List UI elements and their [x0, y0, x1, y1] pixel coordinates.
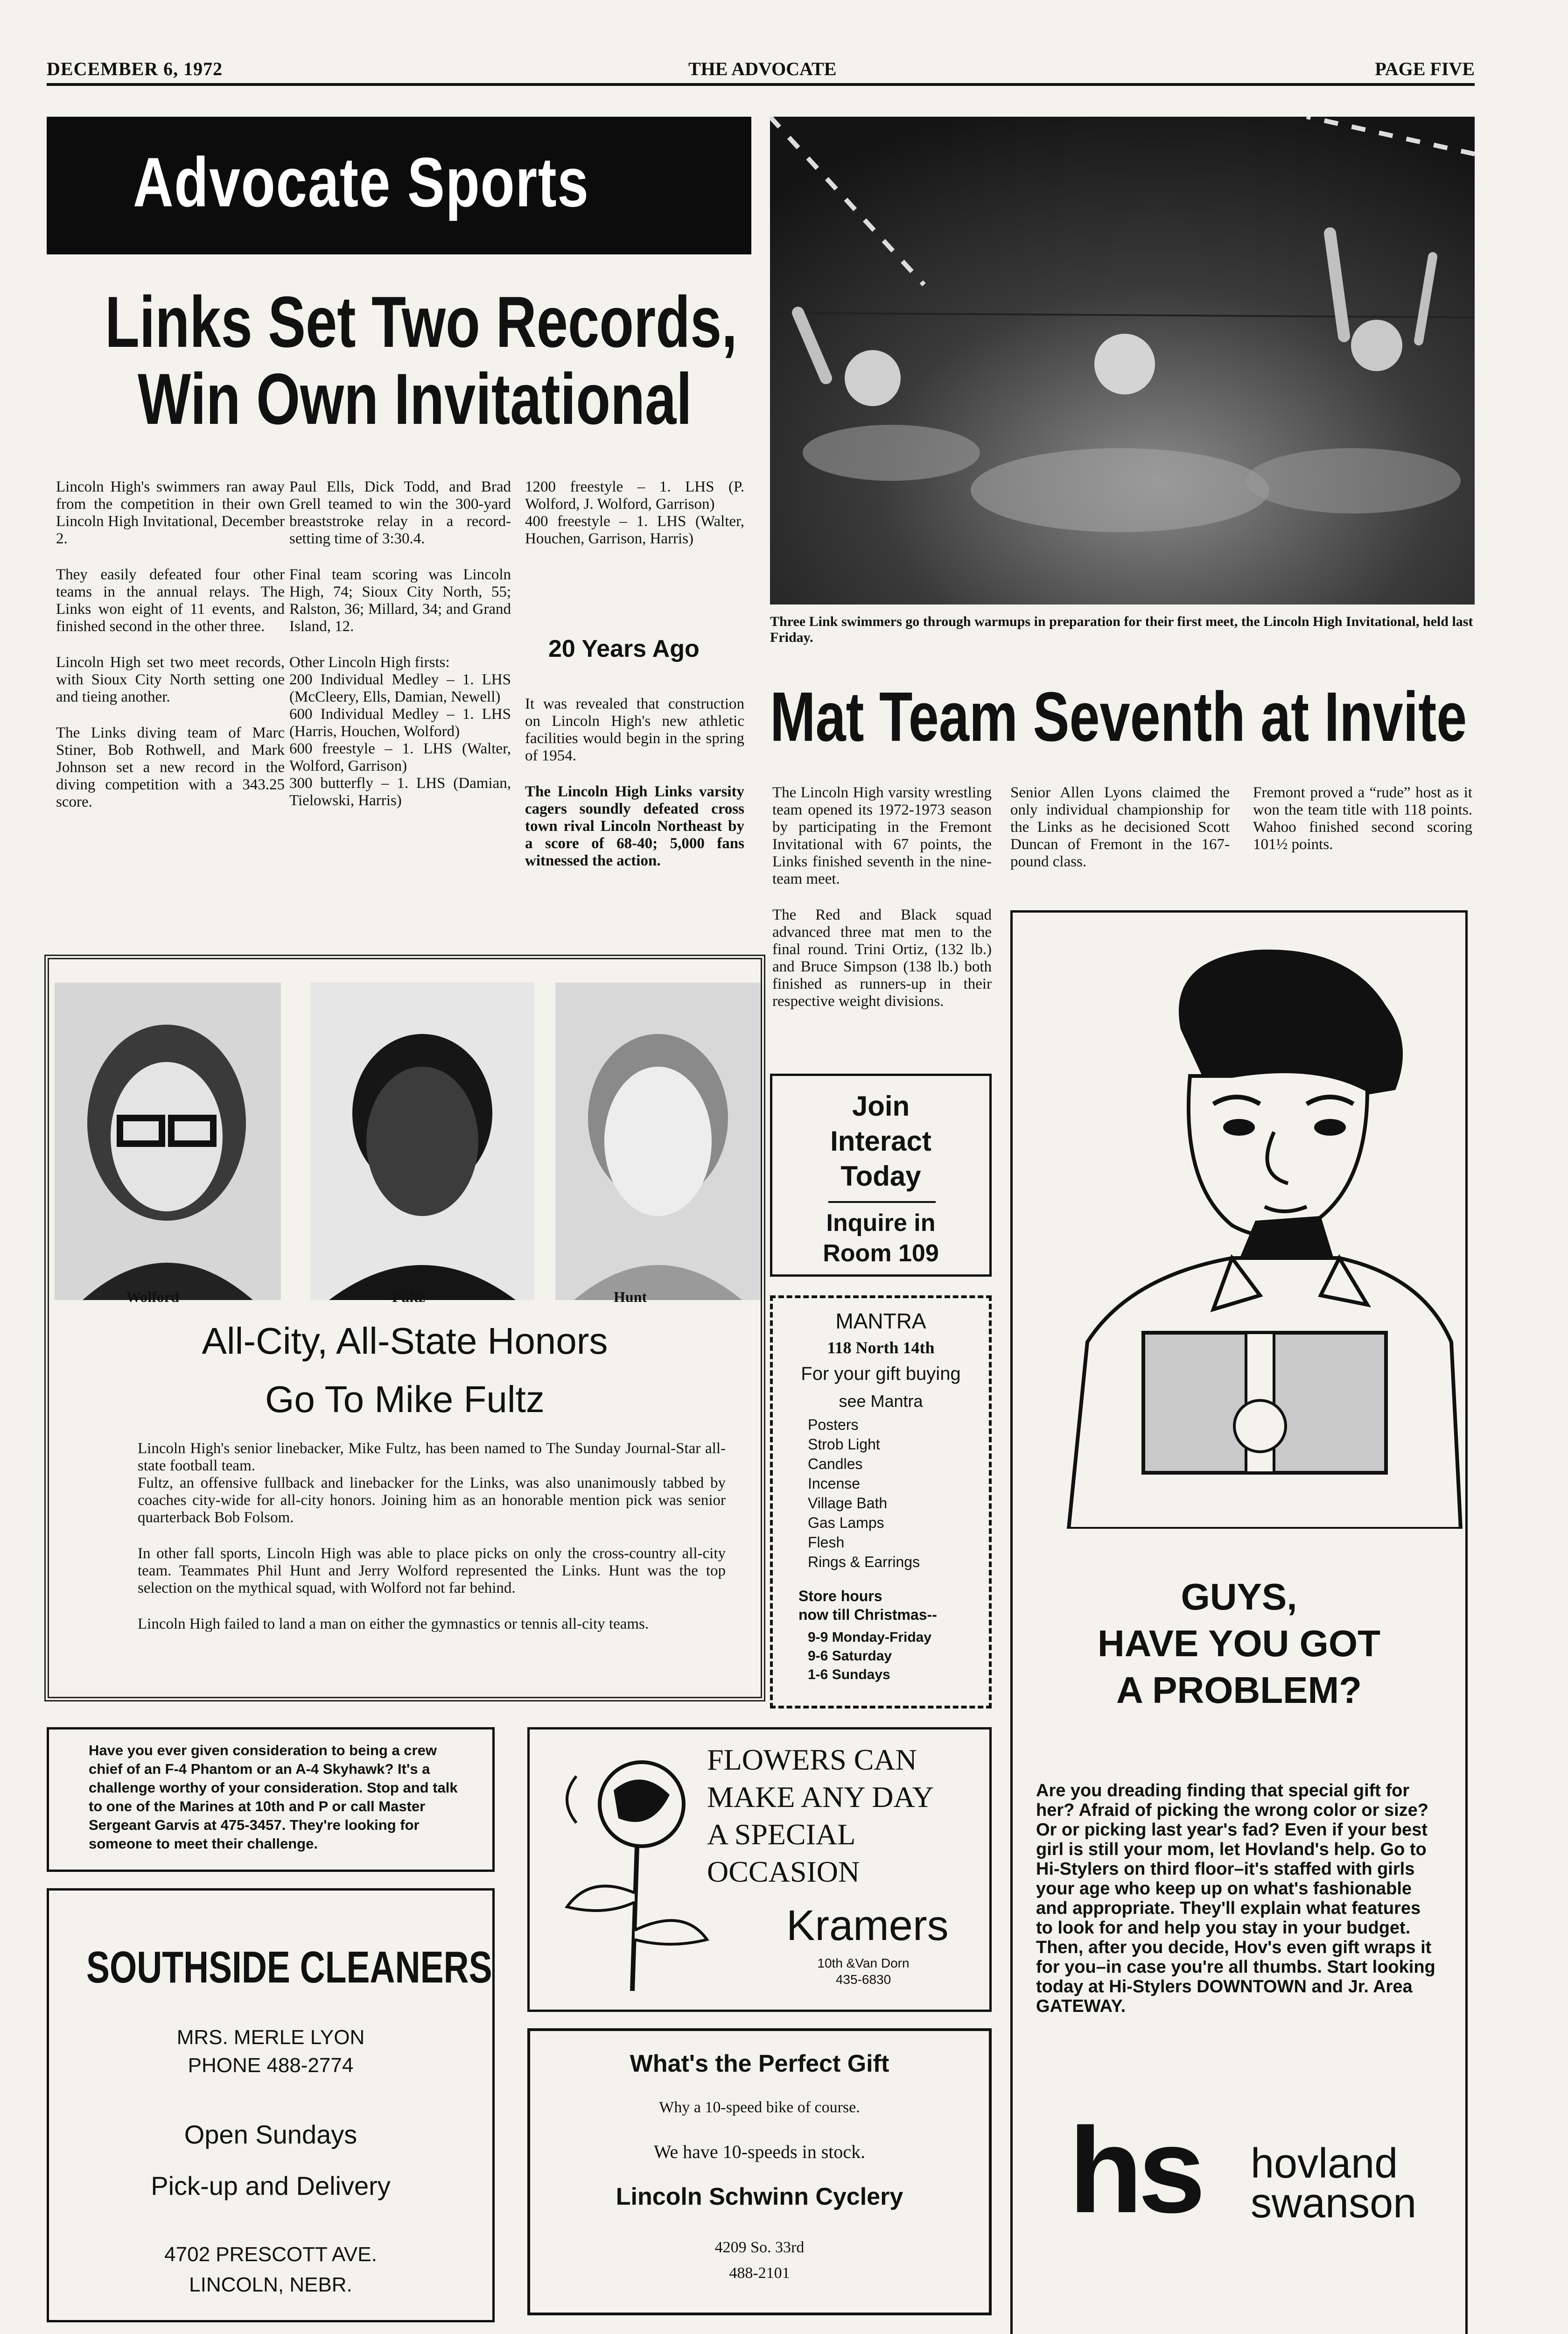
lead-paragraph: Final team scoring was Lincoln High, 74; Sioux City North, 55; Ralston, 36; Millard, 34; and Grand Island, 12.: [289, 566, 511, 635]
lead-headline-line1: Links Set Two Records,: [105, 281, 737, 362]
lead-story-col3: [525, 478, 744, 548]
cleaners-phone: PHONE 488-2774: [188, 2054, 354, 2077]
mantra-ad: [770, 1295, 992, 1708]
event-result: 400 freestyle – 1. LHS (Walter, Houchen, Garrison, Harris): [525, 513, 744, 547]
rose-illustration: [548, 1739, 726, 2000]
lead-paragraph: Other Lincoln High firsts:: [289, 654, 450, 671]
interact-line4: Inquire in: [826, 1209, 936, 1237]
twenty-years-p1: It was revealed that construction on Lincoln High's new athletic facilities would begin in the spring of 1954.: [525, 696, 744, 764]
cleaners-ad: [47, 1888, 495, 2322]
mantra-hours-2: 9-6 Saturday: [808, 1648, 892, 1664]
twenty-years-body: [525, 696, 744, 888]
marines-ad: [47, 1727, 495, 1872]
lead-paragraph: Paul Ells, Dick Todd, and Brad Grell teamed to win the 300-yard breaststroke relay in a record-setting time of 3:30.4.: [289, 478, 511, 547]
portrait-name-wolford: Wolford: [126, 1288, 179, 1305]
portrait-wolford: [55, 983, 281, 1300]
mantra-item: Flesh: [808, 1534, 845, 1551]
hovland-headline-1: GUYS,: [1181, 1576, 1297, 1617]
lead-story-col1: [56, 478, 285, 830]
schwinn-address: 4209 So. 33rd: [714, 2239, 805, 2256]
schwinn-ad: [527, 2028, 992, 2315]
header-date: DECEMBER 6, 1972: [47, 58, 223, 79]
lead-story-col2: [289, 478, 511, 809]
kramers-line2: MAKE ANY DAY: [707, 1780, 934, 1814]
mat-paragraph: Fremont proved a “rude” host as it won the team title with 118 points. Wahoo finished second scoring 101½ points.: [1253, 784, 1472, 853]
marines-text: Have you ever given consideration to being a crew chief of an F-4 Phantom or an A-4 Skyhawk? It's a challenge worthy of your consideration. Stop and talk to one of the Marines at 10th and P or call Master Sergeant Garvis at 475-3457. They're looking for someone to meet their challenge.: [89, 1742, 458, 1852]
mantra-item: Candles: [808, 1455, 863, 1472]
portrait-fultz-graphic: [310, 983, 534, 1300]
hovland-logo-line1: hovland: [1251, 2140, 1398, 2187]
mat-paragraph: The Red and Black squad advanced three mat men to the final round. Trini Ortiz, (132 lb.) and Bruce Simpson (138 lb.) both finished as runners-up in their respective weight divisions.: [772, 907, 992, 1010]
honors-box: [44, 955, 765, 1701]
header-rule: [47, 83, 1475, 86]
hovland-body: Are you dreading finding that special gift for her? Afraid of picking the wrong color or size? Or or picking last year's fad? Even if your best girl is still your mom, let Hovland's help. Go to Hi-Stylers on third floor–it's staffed with girls your age who keep up on what's fashionable and appropriate. They'll explain what features to look for and help you stay in your budget. Then, after you decide, Hov's even gift wraps it for you–in case you're all thumbs. Start looking today at Hi-Stylers DOWNTOWN and Jr. Area GATEWAY.: [1036, 1781, 1435, 2016]
swim-photo: [770, 117, 1475, 605]
mantra-item: Incense: [808, 1475, 861, 1492]
page-header: [47, 55, 1475, 83]
event-result: 600 freestyle – 1. LHS (Walter, Wolford, Garrison): [289, 740, 511, 774]
honors-paragraph: Fultz, an offensive fullback and linebacker for the Links, was also unanimously tabbed by coaches city-wide for all-city honors. Joining him as an honorable mention pick was senior quarterback Bob Folsom.: [138, 1475, 726, 1526]
hovland-ad: [1010, 910, 1468, 2334]
cleaners-line1: Open Sundays: [184, 2120, 357, 2149]
interact-line3: Today: [840, 1160, 921, 1192]
mantra-line2: see Mantra: [839, 1392, 923, 1411]
mantra-address: 118 North 14th: [827, 1338, 935, 1357]
schwinn-title: What's the Perfect Gift: [630, 2050, 889, 2077]
lead-paragraph: Lincoln High's swimmers ran away from the competition in their own Lincoln High Invitational, December 2.: [56, 478, 285, 547]
event-result: 1200 freestyle – 1. LHS (P. Wolford, J. Wolford, Garrison): [525, 478, 744, 513]
honors-paragraph: Lincoln High failed to land a man on either the gymnastics or tennis all-city teams.: [138, 1616, 649, 1632]
honors-headline-line2: Go To Mike Fultz: [265, 1378, 545, 1420]
cleaners-line2: Pick-up and Delivery: [151, 2171, 391, 2200]
mantra-hours-1: 9-9 Monday-Friday: [808, 1630, 932, 1645]
sports-banner: [47, 117, 751, 254]
mantra-hours-title: Store hours: [798, 1588, 882, 1604]
schwinn-line2: We have 10-speeds in stock.: [653, 2141, 866, 2162]
hovland-logo: [1064, 2103, 1437, 2250]
honors-body: [138, 1440, 726, 1652]
portrait-name-fultz: Fultz: [392, 1288, 426, 1305]
mantra-hours-3: 1-6 Sundays: [808, 1667, 890, 1682]
mantra-name: MANTRA: [835, 1309, 926, 1333]
kramers-line1: FLOWERS CAN: [707, 1743, 917, 1776]
kramers-address: 10th &Van Dorn: [817, 1956, 910, 1970]
mat-col3: [1253, 784, 1472, 872]
interact-line5: Room 109: [823, 1240, 939, 1267]
schwinn-phone: 488-2101: [729, 2264, 790, 2282]
header-page: PAGE FIVE: [1375, 58, 1475, 79]
event-result: 200 Individual Medley – 1. LHS (McCleery, Ells, Damian, Newell): [289, 671, 511, 705]
honors-headline-line1: All-City, All-State Honors: [202, 1320, 608, 1362]
mantra-item: Gas Lamps: [808, 1514, 884, 1531]
kramers-phone: 435-6830: [835, 1972, 891, 1987]
hovland-logo-line2: swanson: [1251, 2180, 1417, 2227]
portrait-fultz: [310, 983, 534, 1300]
mantra-item: Rings & Earrings: [808, 1554, 920, 1570]
interact-rule: [828, 1201, 936, 1203]
portrait-hunt: [555, 983, 761, 1300]
header-paper: THE ADVOCATE: [688, 58, 837, 79]
lead-paragraph: Lincoln High set two meet records, with Sioux City North setting one and tieing another.: [56, 654, 285, 705]
kramers-ad: [527, 1727, 992, 2012]
mantra-items: [808, 1415, 920, 1572]
guy-gift-illustration: [1013, 922, 1465, 1529]
hovland-headline-2: HAVE YOU GOT: [1097, 1623, 1380, 1664]
interact-ad: [770, 1074, 992, 1277]
honors-paragraph: Lincoln High's senior linebacker, Mike Fultz, has been named to The Sunday Journal-Star all-state football team.: [138, 1440, 726, 1474]
mat-paragraph: The Lincoln High varsity wrestling team opened its 1972-1973 season by participating in the Fremont Invitational with 67 points, the Links finished seventh in the nine-team meet.: [772, 784, 992, 887]
event-result: 300 butterfly – 1. LHS (Damian, Tielowski, Harris): [289, 775, 511, 809]
mat-col1: [772, 784, 992, 1029]
mat-paragraph: Senior Allen Lyons claimed the only individual championship for the Links as he decisioned Scott Duncan of Fremont in the 167-pound class.: [1010, 784, 1230, 870]
schwinn-line1: Why a 10-speed bike of course.: [659, 2099, 860, 2116]
hovland-headline-3: A PROBLEM?: [1116, 1669, 1362, 1711]
portrait-name-hunt: Hunt: [614, 1288, 647, 1305]
mantra-item: Posters: [808, 1416, 859, 1433]
hovland-logo-mark: hs: [1069, 2103, 1201, 2238]
banner-title: Advocate Sports: [133, 143, 589, 221]
lead-paragraph: The Links diving team of Marc Stiner, Bob Rothwell, and Mark Johnson set a new record in the diving competition with a 343.25 score.: [56, 724, 285, 810]
mantra-item: Village Bath: [808, 1495, 888, 1511]
honors-paragraph: In other fall sports, Lincoln High was able to place picks on only the cross-country all-city team. Teammates Phil Hunt and Jerry Wolford represented the Links. Hunt was the top selection on the mythical squad, with Wolford not far behind.: [138, 1545, 726, 1596]
twenty-years-title: 20 Years Ago: [548, 635, 700, 662]
interact-line2: Interact: [830, 1125, 931, 1157]
lead-headline-line2: Win Own Invitational: [138, 359, 692, 439]
kramers-line3: A SPECIAL: [707, 1818, 856, 1851]
schwinn-name: Lincoln Schwinn Cyclery: [616, 2183, 903, 2210]
cleaners-address: 4702 PRESCOTT AVE.: [164, 2243, 377, 2266]
cleaners-owner: MRS. MERLE LYON: [176, 2026, 365, 2049]
portrait-hunt-graphic: [555, 983, 761, 1300]
kramers-line4: OCCASION: [707, 1855, 860, 1888]
swim-photo-graphic: [770, 117, 1475, 605]
mantra-hours-sub: now till Christmas--: [798, 1606, 937, 1623]
lead-paragraph: They easily defeated four other teams in the annual relays. The Links won eight of 11 events, and finished second in the other three.: [56, 566, 285, 635]
cleaners-city: LINCOLN, NEBR.: [189, 2273, 352, 2296]
cleaners-name: SOUTHSIDE CLEANERS: [86, 1942, 492, 1992]
swim-photo-caption: Three Link swimmers go through warmups in preparation for their first meet, the Lincoln High Invitational, held last Friday.: [770, 614, 1473, 645]
mat-col2: [1010, 784, 1230, 889]
twenty-years-p2: The Lincoln High Links varsity cagers soundly defeated cross town rival Lincoln Northeast by a score of 68-40; 5,000 fans witnessed the action.: [525, 783, 744, 869]
interact-line1: Join: [852, 1090, 910, 1122]
mantra-line1: For your gift buying: [801, 1364, 961, 1384]
mantra-item: Strob Light: [808, 1436, 880, 1453]
portrait-wolford-graphic: [55, 983, 281, 1300]
event-result: 600 Individual Medley – 1. LHS (Harris, Houchen, Wolford): [289, 706, 511, 740]
mat-headline: Mat Team Seventh at Invite: [770, 677, 1467, 756]
kramers-name: Kramers: [786, 1902, 949, 1949]
